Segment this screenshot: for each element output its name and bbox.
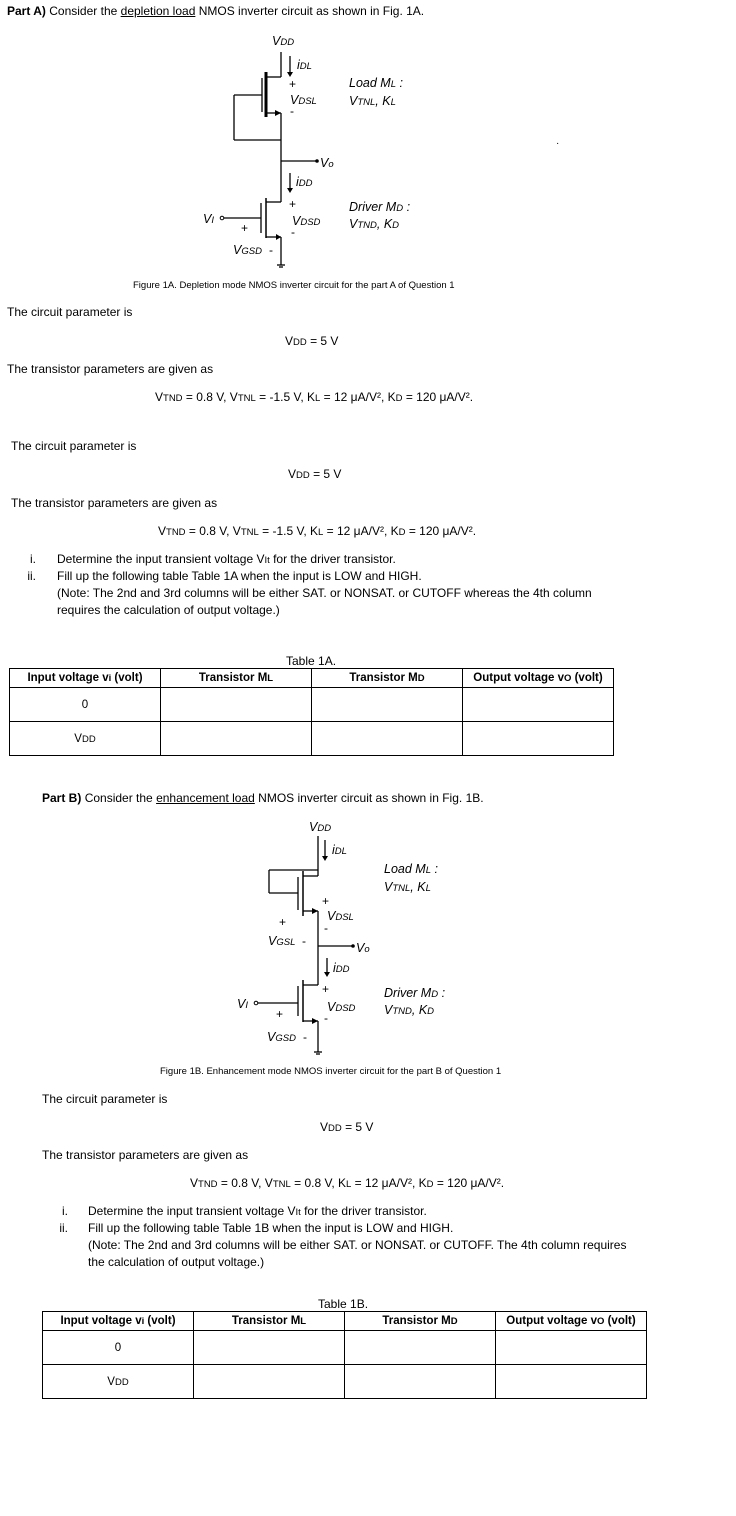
a-idl-label: iDL	[297, 58, 312, 72]
a-vi-label: VI	[203, 212, 214, 226]
b-th-load: Transistor ML	[194, 1312, 345, 1331]
a-figure-caption: Figure 1A. Depletion mode NMOS inverter circuit for the part A of Question 1	[133, 280, 455, 291]
b-question-i: i. Determine the input transient voltage VIt for the driver transistor.	[62, 1204, 427, 1218]
part-b-underlined: enhancement load	[156, 791, 255, 805]
b-circuit-param-label: The circuit parameter is	[42, 1092, 168, 1106]
b-vo-label: Vo	[356, 941, 370, 955]
b-th-input: Input voltage vi (volt)	[43, 1312, 194, 1331]
a-vdd-value: VDD = 5 V	[285, 334, 339, 348]
b-row1-output-cell[interactable]	[496, 1331, 647, 1365]
table-row	[43, 1331, 647, 1365]
a-th-load: Transistor ML	[161, 669, 312, 688]
b-th-driver: Transistor MD	[345, 1312, 496, 1331]
part-a-intro: Consider the	[49, 4, 118, 18]
b-vgsd-minus: -	[303, 1030, 307, 1044]
part-b-intro-end: NMOS inverter circuit as shown in Fig. 1B.	[258, 791, 484, 805]
a-vdsl-label: VDSL	[290, 93, 317, 107]
table-row	[43, 1365, 647, 1399]
table-1b	[42, 1311, 647, 1399]
a-question-ii: ii. Fill up the following table Table 1A when the input is LOW and HIGH.	[27, 569, 422, 583]
part-a-underlined: depletion load	[120, 4, 196, 18]
a-row2-input: VDD	[10, 722, 161, 756]
b-question-ii-note-1: (Note: The 2nd and 3rd columns will be either SAT. or NONSAT. or CUTOFF. The 4th column requires	[88, 1238, 627, 1252]
b-table-title: Table 1B.	[318, 1297, 369, 1311]
b-row2-driver-cell[interactable]	[345, 1365, 496, 1399]
a-row1-input: 0	[10, 688, 161, 722]
b-row1-driver-cell[interactable]	[345, 1331, 496, 1365]
a-transistor-param-label-dup: The transistor parameters are given as	[11, 496, 218, 510]
a-vo-label: Vo	[320, 156, 334, 170]
a-stray-dot: ·	[556, 138, 560, 149]
b-row1-input: 0	[43, 1331, 194, 1365]
a-vdsd-plus: +	[289, 197, 297, 211]
b-row1-load-cell[interactable]	[194, 1331, 345, 1365]
b-row2-output-cell[interactable]	[496, 1365, 647, 1399]
a-driver-title: Driver MD :	[349, 200, 411, 214]
a-params-line: VTND = 0.8 V, VTNL = -1.5 V, KL = 12 μA/V², KD = 120 μA/V².	[155, 390, 474, 404]
a-params-line-dup: VTND = 0.8 V, VTNL = -1.5 V, KL = 12 μA/V², KD = 120 μA/V².	[158, 524, 477, 538]
a-question-ii-note-2: requires the calculation of output voltage.)	[57, 603, 280, 617]
a-th-driver: Transistor MD	[312, 669, 463, 688]
a-load-params: VTNL, KL	[349, 94, 396, 108]
a-vgsd-plus: +	[241, 221, 249, 235]
b-idl-label: iDL	[332, 843, 347, 857]
b-vdsl-plus: +	[322, 894, 330, 908]
b-vgsl-minus: -	[302, 934, 306, 948]
a-vdd-value-dup: VDD = 5 V	[288, 467, 342, 481]
b-params-line: VTND = 0.8 V, VTNL = 0.8 V, KL = 12 μA/V², KD = 120 μA/V².	[190, 1176, 505, 1190]
a-vdd-label: VDD	[272, 34, 295, 48]
b-vgsd-plus: +	[276, 1007, 284, 1021]
b-vgsl-label: VGSL	[268, 934, 296, 948]
part-a-label: Part A)	[7, 4, 46, 18]
a-vgsd-label: VGSD	[233, 243, 262, 257]
b-vdsd-minus: -	[324, 1011, 328, 1025]
b-vdsd-label: VDSD	[327, 1000, 356, 1014]
a-load-title: Load ML :	[349, 76, 403, 90]
a-circuit-param-label-dup: The circuit parameter is	[11, 439, 137, 453]
b-question-ii: ii. Fill up the following table Table 1B when the input is LOW and HIGH.	[59, 1221, 454, 1235]
b-idd-label: iDD	[333, 961, 350, 975]
b-figure-caption: Figure 1B. Enhancement mode NMOS inverter circuit for the part B of Question 1	[160, 1066, 502, 1077]
b-question-list	[52, 1203, 702, 1271]
a-vdsd-label: VDSD	[292, 214, 321, 228]
b-vdd-value: VDD = 5 V	[320, 1120, 374, 1134]
part-b-label: Part B)	[42, 791, 82, 805]
b-driver-title: Driver MD :	[384, 986, 446, 1000]
b-vi-label: VI	[237, 997, 248, 1011]
b-row2-input: VDD	[43, 1365, 194, 1399]
b-th-output: Output voltage vO (volt)	[496, 1312, 647, 1331]
b-vdsl-minus: -	[324, 921, 328, 935]
a-vdsd-minus: -	[291, 225, 295, 239]
a-circuit-param-label: The circuit parameter is	[7, 305, 133, 319]
a-driver-params: VTND, KD	[349, 217, 400, 231]
b-driver-params: VTND, KD	[384, 1003, 435, 1017]
b-row2-load-cell[interactable]	[194, 1365, 345, 1399]
b-vdsd-plus: +	[322, 982, 330, 996]
part-b-intro: Consider the	[84, 791, 153, 805]
a-idd-label: iDD	[296, 175, 313, 189]
b-load-title: Load ML :	[384, 862, 438, 876]
b-vdsl-label: VDSL	[327, 909, 354, 923]
a-question-ii-note-1: (Note: The 2nd and 3rd columns will be either SAT. or NONSAT. or CUTOFF whereas the 4th column	[57, 586, 592, 600]
a-vdsl-minus: -	[290, 104, 294, 118]
a-table-title: Table 1A.	[286, 654, 337, 668]
b-load-params: VTNL, KL	[384, 880, 431, 894]
a-transistor-param-label: The transistor parameters are given as	[7, 362, 214, 376]
b-transistor-param-label: The transistor parameters are given as	[42, 1148, 249, 1162]
a-vdsl-plus: +	[289, 77, 297, 91]
b-vgsd-label: VGSD	[267, 1030, 296, 1044]
a-question-i: i. Determine the input transient voltage VIt for the driver transistor.	[30, 552, 396, 566]
b-vdd-label: VDD	[309, 820, 332, 834]
part-a-intro-end: NMOS inverter circuit as shown in Fig. 1A.	[198, 4, 425, 18]
a-vgsd-minus: -	[269, 243, 273, 257]
b-vgsl-plus: +	[279, 915, 287, 929]
a-th-input: Input voltage vi (volt)	[10, 669, 161, 688]
b-question-ii-note-2: the calculation of output voltage.)	[88, 1255, 265, 1269]
a-th-output: Output voltage vO (volt)	[463, 669, 614, 688]
